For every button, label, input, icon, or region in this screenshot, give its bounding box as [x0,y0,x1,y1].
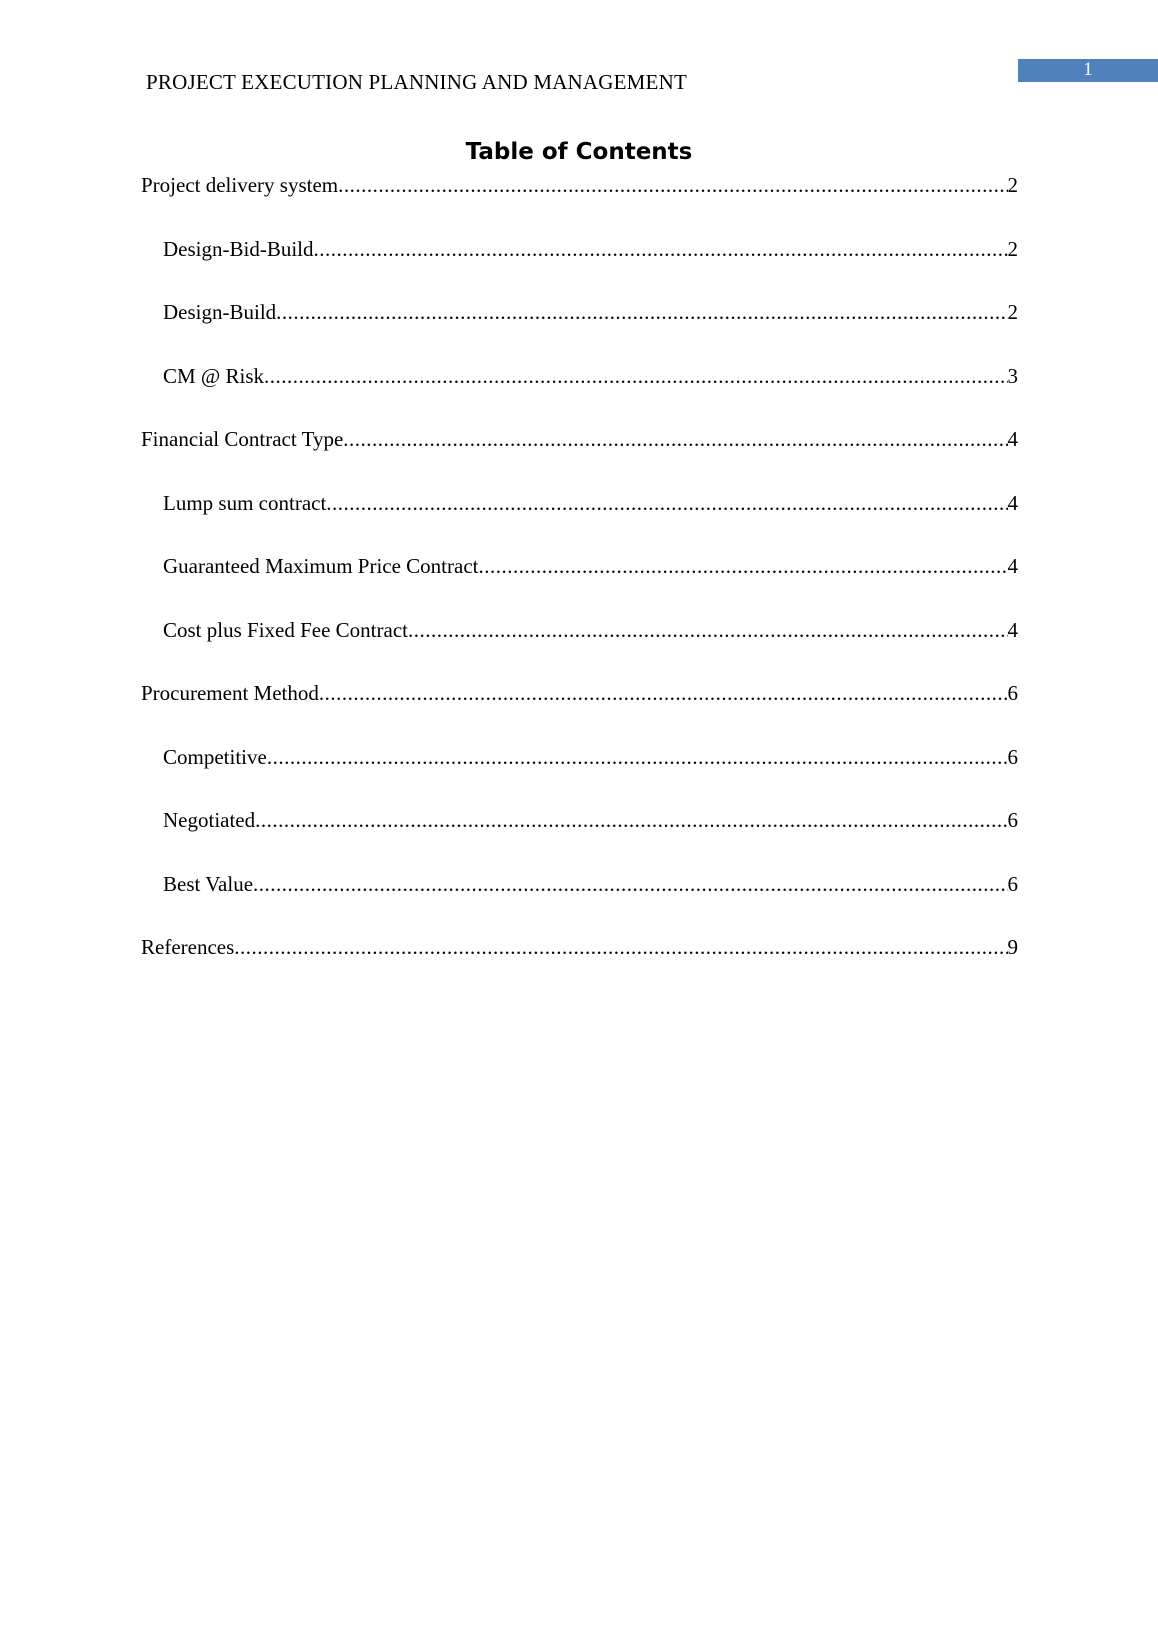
page-number-badge: 1 [1018,59,1158,82]
toc-entry-page: 6 [1007,808,1018,832]
toc-entry-label: Cost plus Fixed Fee Contract [163,617,408,642]
toc-dot-leader [234,935,1007,960]
toc-dot-leader [253,872,1007,897]
toc-entry-guaranteed-maximum-price-contract[interactable] [141,554,1018,618]
toc-entry-label: Design-Build [163,300,277,324]
toc-entry-project-delivery-system[interactable] [141,173,1018,237]
toc-entry-design-build[interactable] [141,300,1018,364]
toc-entry-page: 4 [1007,554,1018,578]
toc-dot-leader [255,808,1007,833]
toc-entry-procurement-method[interactable] [141,681,1018,745]
toc-entry-label: Financial Contract Type [141,427,344,451]
toc-entry-financial-contract-type[interactable] [141,427,1018,491]
toc-entry-label: Project delivery system [141,173,339,197]
toc-dot-leader [343,427,1007,452]
toc-dot-leader [326,491,1007,516]
table-of-contents [141,173,1018,999]
toc-dot-leader [478,554,1007,579]
toc-entry-page: 2 [1007,300,1018,324]
toc-entry-label: Best Value [163,871,254,896]
toc-dot-leader [319,681,1008,706]
toc-entry-page: 6 [1007,744,1018,769]
toc-entry-references[interactable] [141,935,1018,999]
toc-entry-page: 4 [1007,617,1018,642]
toc-entry-page: 6 [1007,871,1018,896]
toc-dot-leader [267,745,1008,770]
toc-entry-label: CM @ Risk [163,363,265,388]
toc-entry-label: Lump sum contract [163,490,327,515]
toc-entry-cost-plus-fixed-fee-contract[interactable] [141,618,1018,682]
toc-entry-competitive[interactable] [141,745,1018,809]
toc-entry-best-value[interactable] [141,872,1018,936]
toc-entry-cm-at-risk[interactable] [141,364,1018,428]
toc-entry-label: Guaranteed Maximum Price Contract [163,554,479,578]
toc-entry-page: 4 [1007,427,1018,451]
toc-entry-label: Design-Bid-Build [163,236,314,261]
toc-entry-page: 4 [1007,490,1018,515]
running-head: PROJECT EXECUTION PLANNING AND MANAGEMENT [146,70,687,94]
toc-title: Table of Contents [465,139,693,165]
toc-entry-page: 2 [1007,236,1018,261]
toc-dot-leader [314,237,1008,262]
toc-dot-leader [264,364,1007,389]
toc-entry-label: Competitive [163,744,267,769]
toc-entry-page: 3 [1007,363,1018,388]
toc-entry-label: References [141,935,235,959]
toc-entry-label: Procurement Method [141,681,319,705]
toc-dot-leader [276,300,1007,325]
toc-entry-negotiated[interactable] [141,808,1018,872]
toc-entry-page: 2 [1007,173,1018,197]
toc-dot-leader [338,173,1007,198]
toc-entry-design-bid-build[interactable] [141,237,1018,301]
toc-entry-lump-sum-contract[interactable] [141,491,1018,555]
toc-entry-page: 9 [1007,935,1018,959]
toc-dot-leader [408,618,1008,643]
toc-entry-page: 6 [1007,681,1018,705]
toc-entry-label: Negotiated [163,808,256,832]
